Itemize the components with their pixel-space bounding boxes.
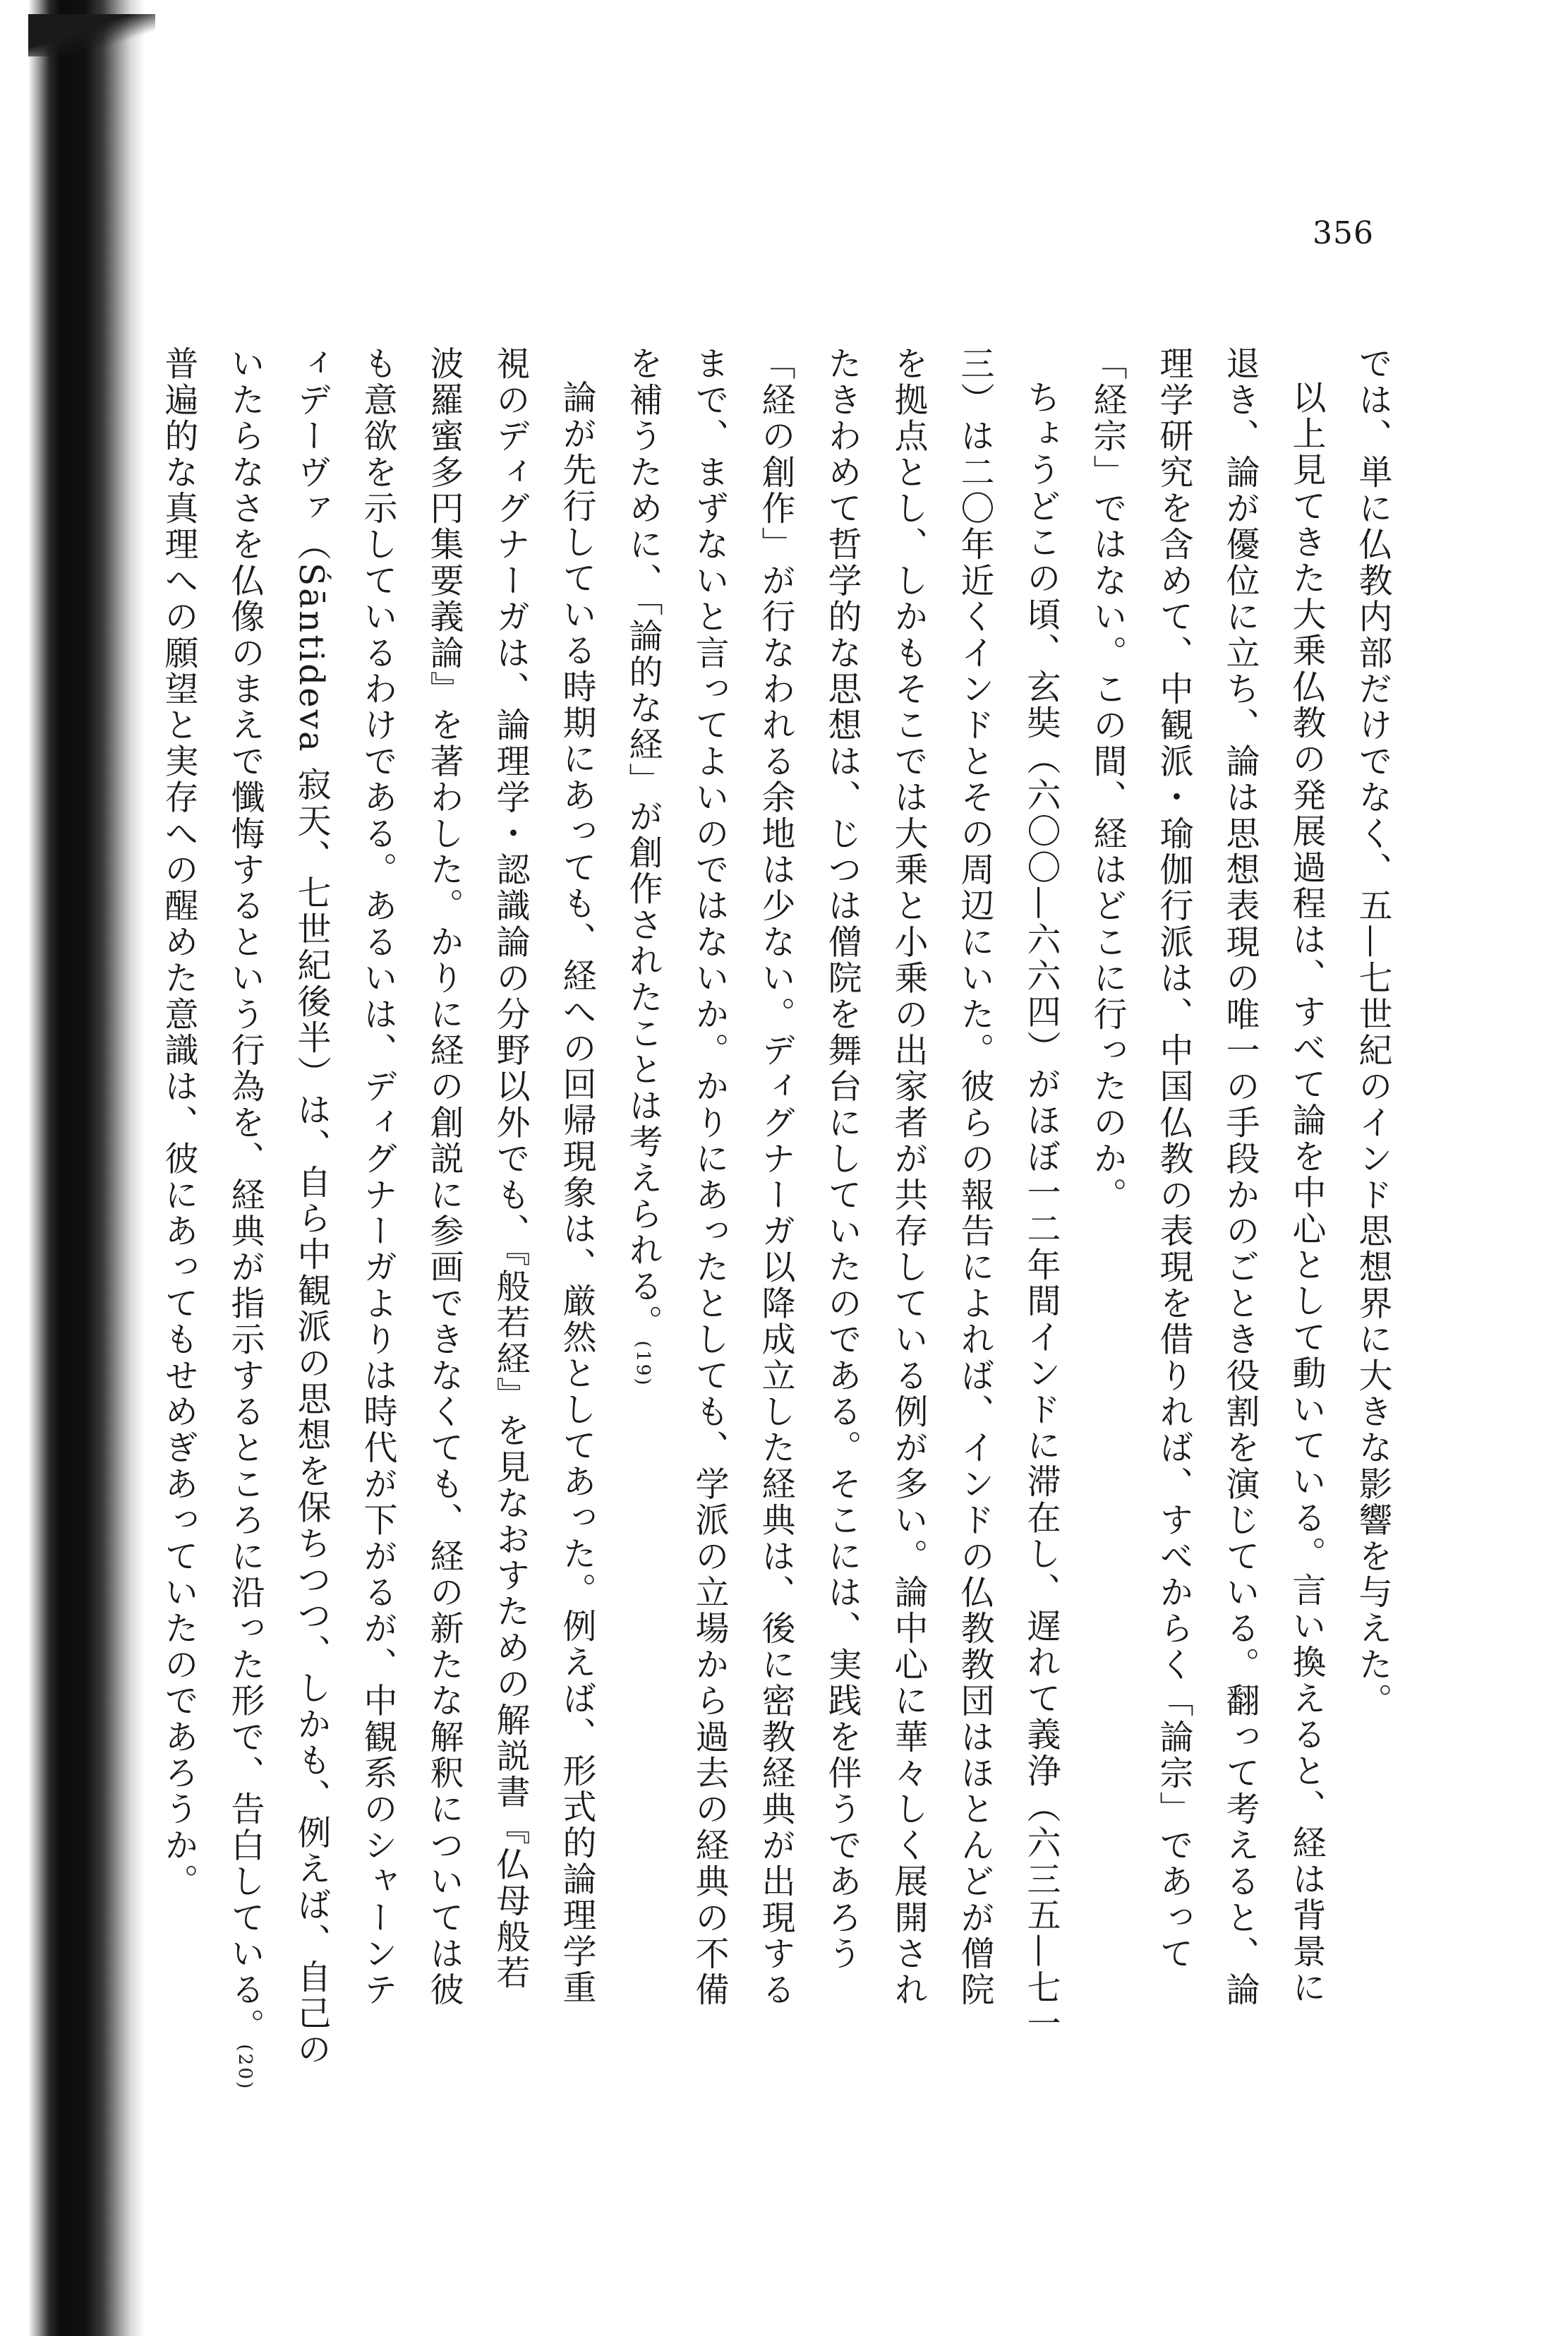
column-text: たきわめて哲学的な思想は、じつは僧院を舞台にしていたのである。そこには、実践を伴うであろう (822, 346, 862, 1972)
column-text: 以上見てきた大乗仏教の発展過程は、すべて論を中心として動いている。言い換えると、経は背景に (1286, 380, 1326, 2006)
text-column (1273, 346, 1339, 2006)
column-text: 退き、論が優位に立ち、論は思想表現の唯一の手段かのごとき役割を演じている。翻って考えると、論 (1220, 346, 1260, 2009)
column-text: を補うために、「論的な経」が創作されたことは考えられる。 (623, 346, 663, 1341)
column-text: 三）は二〇年近くインドとその周辺にいた。彼らの報告によれば、インドの仏教教団はほとんどが僧院 (955, 346, 994, 2009)
text-column (875, 346, 941, 2009)
column-text: では、単に仏教内部だけでなく、五—七世紀のインド思想界に大きな影響を与えた。 (1353, 346, 1392, 1719)
text-column (411, 346, 477, 2009)
footnote-reference: (19) (632, 1340, 653, 1387)
body-text (145, 346, 1406, 2091)
page-number: 356 (1313, 215, 1374, 251)
text-column (941, 346, 1008, 2009)
text-column (145, 346, 212, 1969)
text-column (344, 346, 411, 2009)
text-column (477, 346, 543, 1992)
text-column (610, 346, 676, 1969)
text-column (212, 346, 278, 2091)
column-text: も意欲を示しているわけである。あるいは、ディグナーガよりは時代が下がるが、中観系のシャーンテ (358, 346, 397, 2009)
column-text: まで、まずないと言ってよいのではないか。かりにあったとしても、学派の立場から過去の経典の不備 (689, 346, 729, 2009)
column-text: 理学研究を含めて、中観派・瑜伽行派は、中国仏教の表現を借りれば、すべからく「論宗」であって (1154, 346, 1193, 1972)
column-text: 「経宗」ではない。この間、経はどこに行ったのか。 (1087, 346, 1127, 1213)
column-text: 普遍的な真理への願望と実存への醒めた意識は、彼にあってもせめぎあっていたのであろうか。 (159, 346, 198, 1900)
text-column (676, 346, 742, 2009)
text-column (1140, 346, 1207, 1972)
binding-shadow (28, 14, 155, 56)
column-text: ィデーヴァ（Śāntideva 寂天、七世紀後半）は、自ら中観派の思想を保ちつつ、しかも、例えば、自己の (291, 346, 331, 2068)
binding-edge (0, 0, 148, 2336)
column-text: 波羅蜜多円集要義論』を著わした。かりに経の創説に参画できなくても、経の新たな解釈については彼 (424, 346, 464, 2009)
text-column (278, 346, 344, 2068)
column-text: を拠点とし、しかもそこでは大乗と小乗の出家者が共存している例が多い。論中心に華々しく展開され (888, 346, 928, 2009)
text-column (809, 346, 875, 1972)
text-column (1008, 346, 1074, 2042)
column-text: 視のディグナーガは、論理学・認識論の分野以外でも、『般若経』を見なおすための解説書『仏母般若 (490, 346, 530, 1992)
column-text: いたらなさを仏像のまえで懺悔するという行為を、経典が指示するところに沿った形で、告白している。 (225, 346, 265, 2045)
text-column (1074, 346, 1140, 1969)
text-column (1339, 346, 1406, 1969)
text-column (742, 346, 809, 2009)
column-text: 論が先行している時期にあっても、経への回帰現象は、厳然としてあった。例えば、形式的論理学重 (557, 380, 596, 2006)
column-text: 「経の創作」が行なわれる余地は少ない。ディグナーガ以降成立した経典は、後に密教経典が出現する (756, 346, 795, 2009)
text-column (1207, 346, 1273, 2009)
column-text: ちょうどこの頃、玄奘（六〇〇—六六四）がほぼ一二年間インドに滞在し、遅れて義浄（六三五—七一 (1021, 380, 1061, 2042)
footnote-reference: (20) (234, 2044, 255, 2091)
text-column (543, 346, 610, 2006)
